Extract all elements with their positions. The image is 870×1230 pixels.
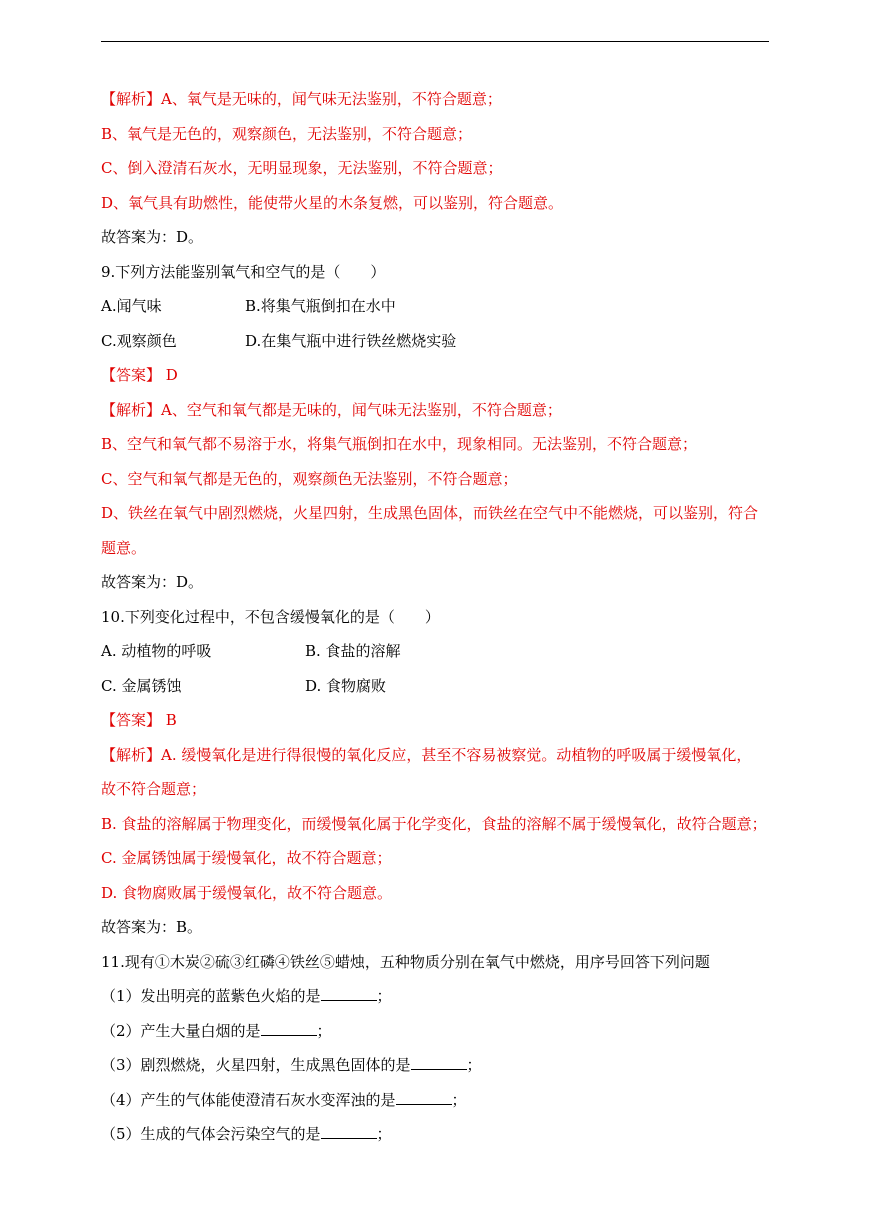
- question-9-stem: 9.下列方法能鉴别氧气和空气的是（ ）: [101, 262, 386, 281]
- analysis-line: D. 食物腐败属于缓慢氧化，故不符合题意。: [101, 883, 393, 902]
- item-tail: ；: [376, 987, 392, 1005]
- item-text: （3）剧烈燃烧，火星四射，生成黑色固体的是: [101, 1056, 411, 1074]
- answer-conclusion: 故答案为：D。: [101, 228, 204, 246]
- analysis-line: 【解析】A、氧气是无味的，闻气味无法鉴别，不符合题意；: [101, 90, 502, 108]
- analysis-line: C. 金属锈蚀属于缓慢氧化，故不符合题意；: [101, 849, 392, 867]
- item-tail: ；: [376, 1125, 392, 1143]
- item-tail: ；: [466, 1056, 482, 1074]
- question-9-conclusion: 故答案为：D。: [101, 573, 204, 591]
- analysis-line: 故不符合题意；: [101, 780, 207, 798]
- question-11-item: [101, 1021, 773, 1056]
- option-d: D.在集气瓶中进行铁丝燃烧实验: [245, 331, 457, 350]
- question-10-stem: 10.下列变化过程中，不包含缓慢氧化的是（ ）: [101, 607, 440, 626]
- question-11-item: [101, 1055, 773, 1090]
- question-9-answer: 【答案】 D: [101, 366, 178, 384]
- analysis-line: C、倒入澄清石灰水，无明显现象，无法鉴别，不符合题意；: [101, 159, 503, 177]
- question-11-item: [101, 986, 773, 1021]
- item-text: （2）产生大量白烟的是: [101, 1021, 261, 1040]
- question-11-item: [101, 1124, 773, 1159]
- option-c: C.观察颜色: [101, 331, 177, 350]
- document-body: [101, 89, 773, 1159]
- answer-blank[interactable]: [321, 1124, 377, 1139]
- analysis-line: D、氧气具有助燃性，能使带火星的木条复燃，可以鉴别，符合题意。: [101, 193, 564, 212]
- item-tail: ；: [451, 1090, 467, 1109]
- question-10-conclusion: 故答案为：B。: [101, 918, 203, 936]
- analysis-line: B. 食盐的溶解属于物理变化，而缓慢氧化属于化学变化，食盐的溶解不属于缓慢氧化，故符合题意；: [101, 814, 767, 833]
- header-rule: [101, 41, 769, 42]
- answer-blank[interactable]: [411, 1055, 467, 1070]
- option-a: A.闻气味: [101, 297, 162, 315]
- item-text: （1）发出明亮的蓝紫色火焰的是: [101, 987, 321, 1005]
- answer-blank[interactable]: [396, 1090, 452, 1105]
- question-10-answer: 【答案】 B: [101, 711, 177, 729]
- analysis-line: 【解析】A、空气和氧气都是无味的，闻气味无法鉴别，不符合题意；: [101, 400, 562, 419]
- answer-blank[interactable]: [261, 1021, 317, 1036]
- question-11-item: [101, 1090, 773, 1125]
- option-d: D. 食物腐败: [305, 676, 387, 695]
- analysis-line: B、空气和氧气都不易溶于水，将集气瓶倒扣在水中，现象相同。无法鉴别，不符合题意；: [101, 435, 698, 453]
- analysis-line: 【解析】A. 缓慢氧化是进行得很慢的氧化反应，甚至不容易被察觉。动植物的呼吸属于缓慢氧化，: [101, 745, 752, 764]
- question-9-options-row-2: [101, 331, 773, 366]
- analysis-line: B、氧气是无色的，观察颜色，无法鉴别，不符合题意；: [101, 124, 473, 143]
- question-9-options-row-1: [101, 296, 773, 331]
- option-b: B.将集气瓶倒扣在水中: [245, 297, 396, 315]
- option-c: C. 金属锈蚀: [101, 676, 182, 695]
- item-text: （4）产生的气体能使澄清石灰水变浑浊的是: [101, 1090, 396, 1109]
- item-tail: ；: [316, 1021, 332, 1040]
- item-text: （5）生成的气体会污染空气的是: [101, 1125, 321, 1143]
- analysis-line: 题意。: [101, 538, 147, 557]
- question-11-stem: 11.现有①木炭②硫③红磷④铁丝⑤蜡烛，五种物质分别在氧气中燃烧，用序号回答下列问题: [101, 952, 710, 971]
- answer-blank[interactable]: [321, 986, 377, 1001]
- analysis-line: C、空气和氧气都是无色的，观察颜色无法鉴别，不符合题意；: [101, 469, 518, 488]
- question-10-options-row-1: [101, 641, 773, 676]
- analysis-line: D、铁丝在氧气中剧烈燃烧，火星四射，生成黑色固体，而铁丝在空气中不能燃烧，可以鉴别，符合: [101, 504, 759, 522]
- option-b: B. 食盐的溶解: [305, 642, 401, 660]
- question-10-options-row-2: [101, 676, 773, 711]
- option-a: A. 动植物的呼吸: [101, 642, 212, 660]
